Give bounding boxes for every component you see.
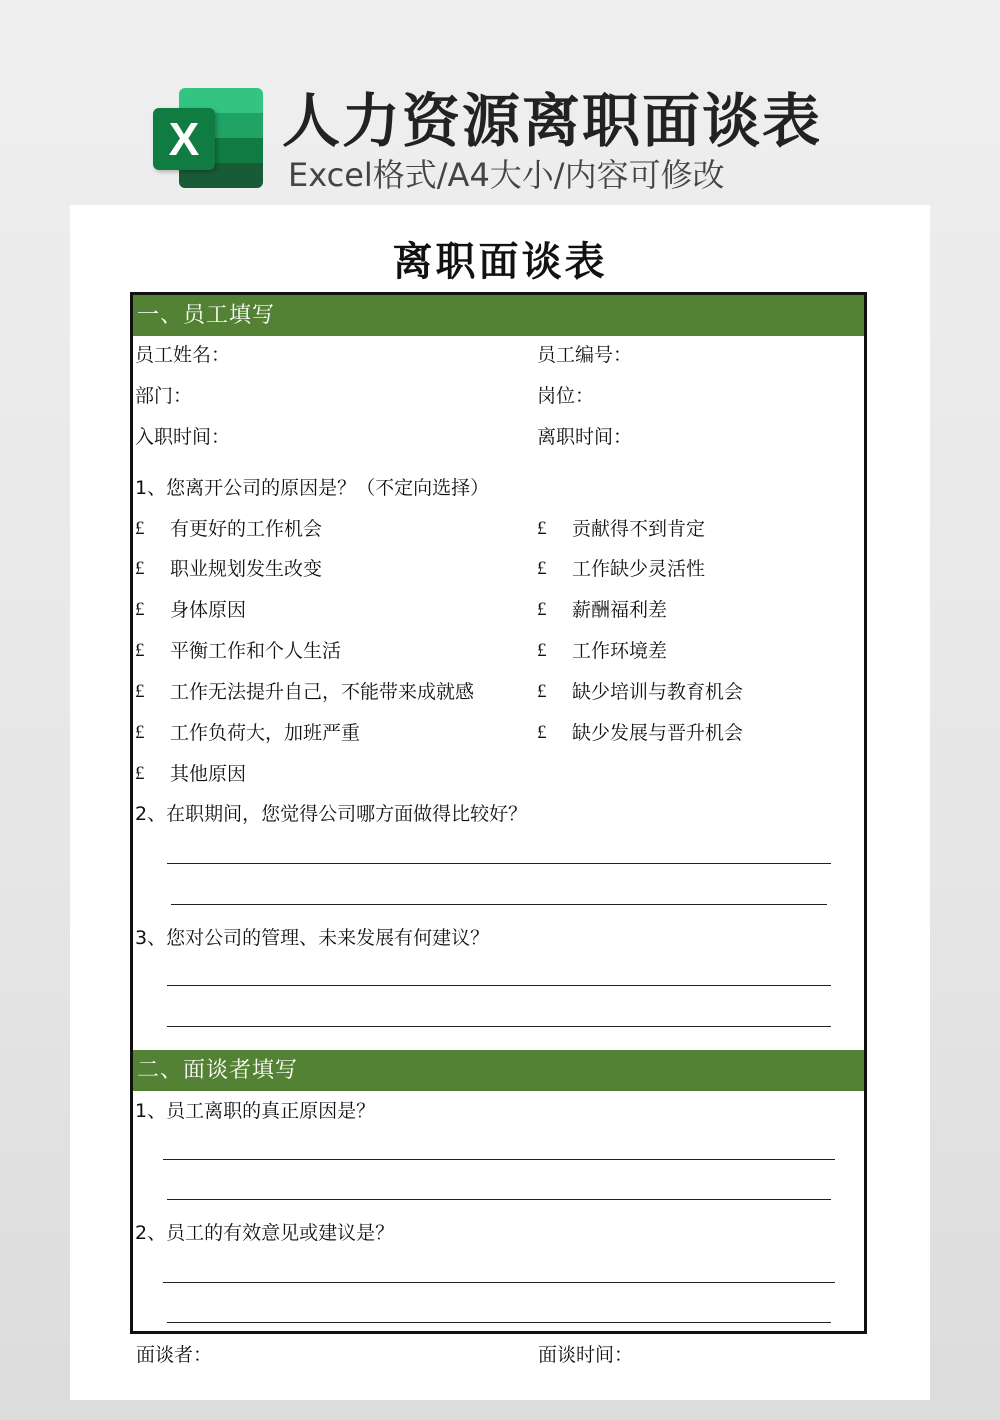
- answer-line[interactable]: [167, 1199, 831, 1200]
- reason-label: 工作环境差: [572, 640, 668, 662]
- form-paper: [70, 205, 930, 1400]
- join-date-label: 入职时间：: [135, 426, 231, 448]
- checkbox-reason[interactable]: £: [537, 518, 547, 539]
- checkbox-reason[interactable]: £: [135, 681, 145, 702]
- answer-line[interactable]: [167, 1026, 831, 1027]
- checkbox-reason[interactable]: £: [135, 558, 145, 579]
- reason-label: 有更好的工作机会: [170, 518, 323, 540]
- question-real-reason: 1、员工离职的真正原因是？: [135, 1100, 376, 1122]
- employee-number-label: 员工编号：: [537, 344, 633, 366]
- page-title: 人力资源离职面谈表: [282, 87, 823, 155]
- excel-badge: X: [153, 108, 215, 170]
- reason-label: 缺少发展与晋升机会: [572, 722, 744, 744]
- question-suggestions: 3、您对公司的管理、未来发展有何建议？: [135, 927, 490, 949]
- reason-label: 工作无法提升自己，不能带来成就感: [170, 681, 475, 703]
- answer-line[interactable]: [167, 985, 831, 986]
- promo-header: [0, 0, 1000, 200]
- checkbox-reason[interactable]: £: [537, 640, 547, 661]
- excel-icon: [153, 86, 265, 190]
- question-valid-suggestions: 2、员工的有效意见或建议是？: [135, 1222, 395, 1244]
- reason-label: 平衡工作和个人生活: [170, 640, 342, 662]
- reason-label: 缺少培训与教育机会: [572, 681, 744, 703]
- answer-line[interactable]: [163, 1159, 835, 1160]
- page-subtitle: Excel格式/A4大小/内容可修改: [288, 156, 725, 194]
- employee-name-label: 员工姓名：: [135, 344, 231, 366]
- checkbox-reason[interactable]: £: [135, 722, 145, 743]
- checkbox-reason[interactable]: £: [135, 518, 145, 539]
- leave-date-label: 离职时间：: [537, 426, 633, 448]
- department-label: 部门：: [135, 385, 193, 407]
- checkbox-reason[interactable]: £: [135, 640, 145, 661]
- reason-label: 职业规划发生改变: [170, 558, 323, 580]
- reason-label: 贡献得不到肯定: [572, 518, 706, 540]
- checkbox-reason[interactable]: £: [537, 681, 547, 702]
- checkbox-reason[interactable]: £: [537, 599, 547, 620]
- answer-line[interactable]: [171, 904, 827, 905]
- reason-label: 身体原因: [170, 599, 247, 621]
- reason-label: 工作缺少灵活性: [572, 558, 706, 580]
- section1-heading: 一、员工填写: [133, 295, 864, 336]
- reason-label: 薪酬福利差: [572, 599, 668, 621]
- answer-line[interactable]: [167, 863, 831, 864]
- form-title: 离职面谈表: [392, 239, 608, 285]
- interview-time-label: 面谈时间：: [538, 1344, 634, 1366]
- checkbox-reason[interactable]: £: [135, 763, 145, 784]
- position-label: 岗位：: [537, 385, 595, 407]
- question-strengths: 2、在职期间，您觉得公司哪方面做得比较好？: [135, 803, 528, 825]
- reason-label: 工作负荷大，加班严重: [170, 722, 361, 744]
- checkbox-reason[interactable]: £: [537, 722, 547, 743]
- answer-line[interactable]: [167, 1322, 831, 1323]
- question-leave-reason: 1、您离开公司的原因是？（不定向选择）: [135, 477, 490, 499]
- answer-line[interactable]: [163, 1282, 835, 1283]
- reason-label: 其他原因: [170, 763, 247, 785]
- section2-heading: 二、面谈者填写: [133, 1050, 864, 1091]
- form-frame: [130, 292, 867, 1334]
- checkbox-reason[interactable]: £: [537, 558, 547, 579]
- interviewer-label: 面谈者：: [136, 1344, 213, 1366]
- checkbox-reason[interactable]: £: [135, 599, 145, 620]
